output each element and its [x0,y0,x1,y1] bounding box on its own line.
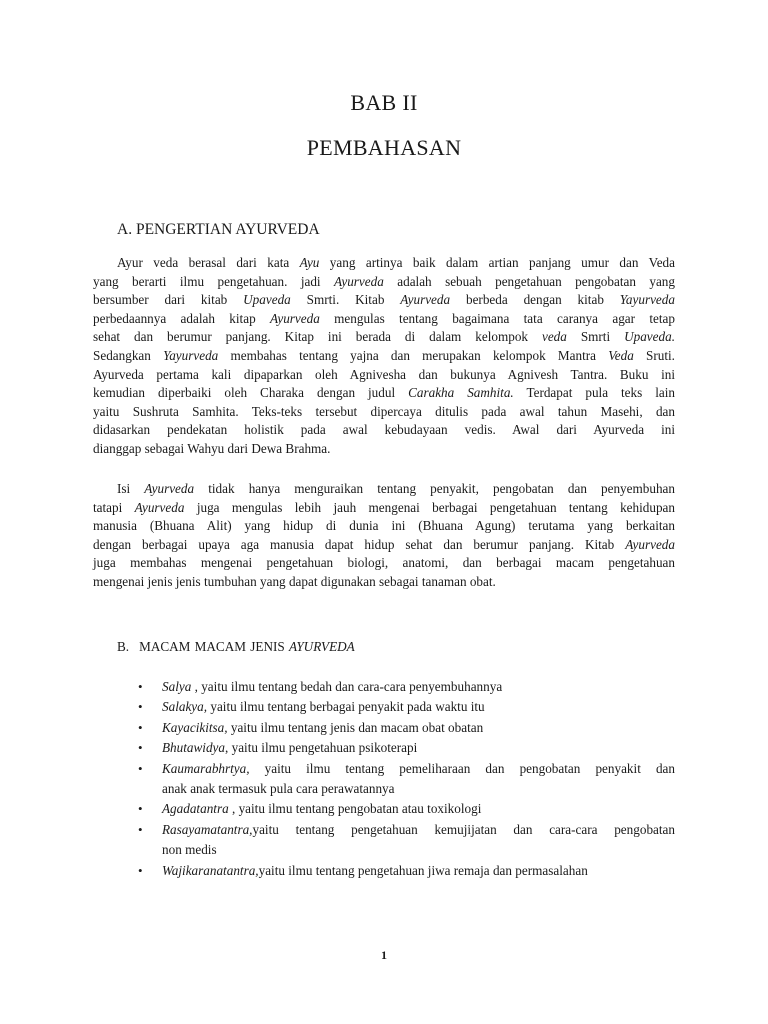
paragraph-line [93,517,675,536]
list-item-line [162,718,675,738]
chapter-title: PEMBAHASAN [306,135,462,160]
paragraph-line [93,291,675,310]
italic-term: Yayurveda [619,292,675,308]
bullet-icon: • [138,760,143,776]
paragraph-line [93,421,675,440]
italic-term: Ayu [299,255,320,270]
list-item [138,820,675,861]
paragraph-line [93,254,675,273]
section-a-paragraph-2 [93,480,675,592]
text-run: kemudian diperbaiki oleh Charaka dengan judul [93,385,409,401]
paragraph-line [93,384,675,403]
text-run: yaitu ilmu tentang pemeliharaan dan pengobatan penyakit dan [249,760,675,776]
text-run: sehat dan berumur panjang. Kitap ini berada di dalam kelompok [93,329,542,345]
section-b-title-italic: AYURVEDA [289,639,355,654]
italic-term: Veda [608,347,634,363]
text-run: juga mengulas lebih jauh mengenai berbagai pengetahuan tentang kehidupan [184,499,675,515]
paragraph-line [93,366,675,385]
text-run: Smrti [566,329,625,345]
list-item-line [162,799,675,819]
text-run: didasarkan pendekatan holistik pada awal kebudayaan vedis. Awal dari Ayurveda ini [93,422,675,438]
bullet-icon: • [138,719,143,735]
text-run: tatapi [93,499,135,515]
paragraph-line [93,573,675,592]
paragraph-line [93,273,675,292]
text-run: berbeda dengan kitab [450,292,620,308]
text-run: yaitu ilmu tentang pengetahuan jiwa remaja dan permasalahan [258,862,588,878]
text-run: Terdapat pula teks lain [513,385,676,401]
paragraph-line [93,403,675,422]
bullet-icon: • [138,821,143,837]
paragraph-line [93,480,675,499]
list-item-line [162,779,675,799]
text-run: , yaitu ilmu tentang bedah dan cara-cara penyembuhannya [191,679,503,694]
italic-term: Rasayamatantra, [162,821,253,837]
paragraph-line [93,440,675,459]
text-run: Ayurveda pertama kali dipaparkan oleh Agnivesha dan bukunya Agnivesh Tantra. Buku ini [93,366,675,382]
italic-term: Ayurveda [144,481,195,496]
bullet-icon: • [138,801,143,817]
text-run: mengulas tentang bagaimana tata caranya agar tetap [319,310,675,326]
italic-term: Wajikaranatantra, [162,862,259,878]
italic-term: Kaumarabhrtya, [162,760,250,776]
italic-term: veda [541,329,567,345]
paragraph-line [93,347,675,366]
list-item [138,697,675,717]
text-run: yang berarti ilmu pengetahuan. jadi [93,273,335,289]
bullet-icon: • [138,862,143,878]
section-a-heading: A. PENGERTIAN AYURVEDA [117,221,320,238]
text-run: mengenai jenis jenis tumbuhan yang dapat digunakan sebagai tanaman obat. [93,573,496,589]
list-item-line [162,840,675,860]
text-run: Ayur veda berasal dari kata [117,255,300,270]
text-run: dianggap sebagai Wahyu dari Dewa Brahma. [93,440,331,456]
text-run: Isi [117,481,145,496]
text-run: , yaitu ilmu pengetahuan psikoterapi [225,740,418,756]
paragraph-line [93,536,675,555]
ayurveda-types-list [138,677,675,881]
section-b-title: MACAM MACAM JENIS [139,639,290,654]
paragraph-line [93,499,675,518]
list-item [138,799,675,819]
paragraph-line [93,554,675,573]
text-run: dengan berbagai upaya aga manusia dapat hidup sehat dan berumur panjang. Kitab [93,536,626,552]
italic-term: Salya [162,679,192,694]
list-item-line [162,759,675,779]
text-run: perbedaannya adalah kitap [93,310,271,326]
italic-term: Ayurveda [400,292,451,308]
list-item [138,677,675,697]
text-run: non medis [162,842,217,858]
italic-term: Salakya, [162,699,208,715]
text-run: Sedangkan [93,347,164,363]
text-run: tidak hanya menguraikan tentang penyakit, pengobatan dan penyembuhan [194,481,675,496]
italic-term: Ayurveda [270,310,320,326]
italic-term: Upaveda. [624,329,675,345]
section-a-paragraph-1 [93,254,675,459]
bullet-icon: • [138,679,143,694]
text-run: juga membahas mengenai pengetahuan biologi, anatomi, dan berbagai macam pengetahuan [93,555,675,571]
list-item [138,861,675,881]
list-item-line [162,697,675,717]
italic-term: Kayacikitsa, [162,719,228,735]
list-item [138,718,675,738]
text-run: adalah sebuah pengetahuan pengobatan yang [383,273,675,289]
text-run: Smrti. Kitab [290,292,401,308]
text-run: , yaitu ilmu tentang pengobatan atau toxikologi [228,801,482,817]
italic-term: Agadatantra [162,801,229,817]
text-run: bersumber dari kitab [93,292,244,308]
bullet-icon: • [138,740,143,756]
italic-term: Ayurveda [134,499,185,515]
text-run: yaitu Sushruta Samhita. Teks-teks tersebut dipercaya ditulis pada awal tahun Masehi, dan [93,403,675,419]
italic-term: Upaveda [243,292,291,308]
section-b-heading [117,639,355,655]
italic-term: Carakha Samhita. [408,385,514,401]
text-run: anak anak termasuk pula cara perawatannya [162,781,395,797]
section-b-label: B. [117,639,130,654]
list-item-line [162,861,675,881]
text-run: membahas tentang yajna dan merupakan kelompok Mantra [218,347,609,363]
text-run: yaitu tentang pengetahuan kemujijatan dan cara-cara pengobatan [252,821,675,837]
list-item-line [162,820,675,840]
list-item-line [162,738,675,758]
list-item [138,759,675,800]
text-run: yaitu ilmu tentang berbagai penyakit pada waktu itu [207,699,485,715]
text-run: manusia (Bhuana Alit) yang hidup di dunia ini (Bhuana Agung) terutama yang berkaitan [93,518,675,534]
italic-term: Yayurveda [163,347,219,363]
italic-term: Ayurveda [625,536,675,552]
text-run: yaitu ilmu tentang jenis dan macam obat obatan [227,719,484,735]
text-run: Sruti. [633,347,675,363]
list-item-line [162,677,675,697]
chapter-number: BAB II [350,90,418,115]
italic-term: Bhutawidya [162,740,226,756]
paragraph-line [93,310,675,329]
list-item [138,738,675,758]
bullet-icon: • [138,699,143,715]
italic-term: Ayurveda [334,273,384,289]
text-run: yang artinya baik dalam artian panjang umur dan Veda [319,255,675,270]
paragraph-line [93,328,675,347]
page-number: 1 [381,948,387,962]
